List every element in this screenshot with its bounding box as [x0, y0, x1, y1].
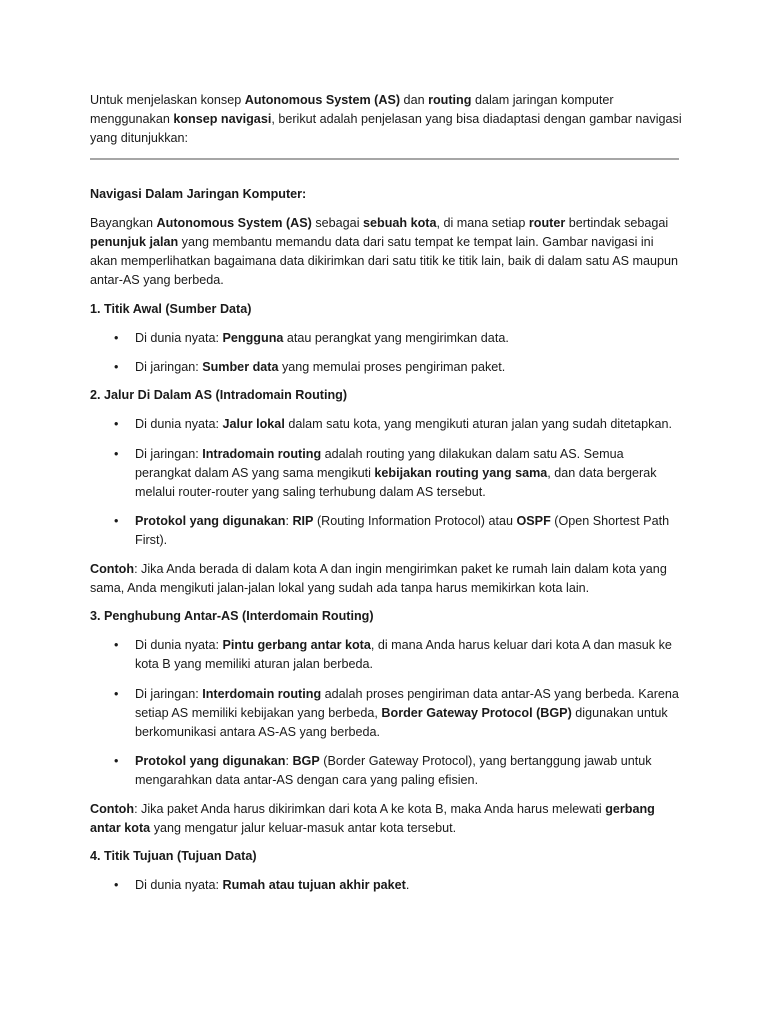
intro-paragraph: [90, 91, 682, 149]
list-item: [90, 876, 682, 895]
item-bold: Border Gateway Protocol (BGP): [381, 705, 572, 720]
example-text: : Jika paket Anda harus dikirimkan dari kota A ke kota B, maka Anda harus melewati: [134, 801, 606, 816]
bullet-icon: •: [114, 446, 119, 461]
example-paragraph-2: [90, 560, 682, 598]
item-bold: Protokol yang digunakan: [135, 754, 286, 769]
item-text: Di dunia nyata:: [135, 330, 223, 345]
item-text: adalah routing yang dilakukan dalam satu AS. Semua perangkat dalam AS yang sama mengikuti: [135, 446, 624, 480]
bullet-list-1: [90, 329, 682, 377]
intro-text: , berikut adalah penjelasan yang bisa diadaptasi dengan gambar navigasi yang ditunjukkan:: [90, 112, 682, 146]
section-heading-4: 4. Titik Tujuan (Tujuan Data): [90, 849, 257, 864]
example-text: : Jika Anda berada di dalam kota A dan ingin mengirimkan paket ke rumah lain dalam kota yang sama, Anda mengikuti jalan-jalan lokal yang sudah ada tanpa harus memikirkan kota lain.: [90, 561, 667, 595]
item-text: Di dunia nyata:: [135, 878, 223, 893]
item-text: Di dunia nyata:: [135, 417, 223, 432]
item-text: atau perangkat yang mengirimkan data.: [283, 330, 509, 345]
bullet-icon: •: [114, 417, 119, 432]
overview-bold: router: [528, 215, 566, 230]
overview-text: bertindak sebagai: [565, 215, 669, 230]
item-text: yang memulai proses pengiriman paket.: [278, 360, 506, 375]
intro-text: dalam jaringan komputer menggunakan: [90, 93, 614, 127]
item-text: (Border Gateway Protocol), yang bertanggung jawab untuk mengarahkan data antar-AS dengan cara yang paling efisien.: [135, 754, 652, 788]
item-bold: RIP: [292, 514, 314, 529]
item-text: .: [405, 878, 410, 893]
item-text: dalam satu kota, yang mengikuti aturan jalan yang sudah ditetapkan.: [284, 417, 672, 432]
item-text: :: [285, 514, 293, 529]
section-heading-2: 2. Jalur Di Dalam AS (Intradomain Routing): [90, 388, 348, 403]
item-text: , dan data bergerak melalui router-router yang saling terhubung dalam AS tersebut.: [135, 465, 657, 500]
overview-bold: Autonomous System (AS): [156, 215, 312, 230]
bullet-icon: •: [114, 686, 119, 701]
overview-text: Bayangkan: [90, 215, 157, 230]
item-bold: Jalur lokal: [222, 417, 285, 432]
list-item: [90, 415, 682, 434]
overview-bold: sebuah kota: [363, 215, 437, 230]
section-heading-1: 1. Titik Awal (Sumber Data): [90, 301, 252, 316]
bullet-icon: •: [114, 754, 119, 769]
item-bold: kebijakan routing yang sama: [374, 465, 548, 480]
horizontal-divider: [90, 158, 679, 160]
bullet-icon: •: [114, 330, 119, 345]
intro-bold: konsep navigasi: [173, 112, 272, 127]
example-label: Contoh: [90, 801, 135, 816]
bullet-icon: •: [114, 514, 119, 529]
list-item: [90, 445, 682, 503]
item-text: , di mana Anda harus keluar dari kota A dan masuk ke kota B yang memiliki aturan jalan berbeda.: [135, 638, 672, 672]
overview-text: , di mana setiap: [436, 215, 529, 230]
list-item: [90, 636, 682, 674]
section-title: Navigasi Dalam Jaringan Komputer:: [90, 186, 307, 201]
item-bold: Rumah atau tujuan akhir paket: [222, 878, 406, 893]
section-heading-3: 3. Penghubung Antar-AS (Interdomain Routing): [90, 609, 374, 624]
bullet-icon: •: [114, 638, 119, 653]
overview-bold: penunjuk jalan: [90, 235, 179, 250]
item-text: Di jaringan:: [135, 686, 203, 701]
bullet-list-3: [90, 636, 682, 790]
item-bold: Intradomain routing: [202, 446, 322, 461]
item-bold: BGP: [292, 754, 320, 769]
item-bold: Interdomain routing: [202, 686, 322, 701]
list-item: [90, 329, 682, 348]
item-bold: OSPF: [516, 514, 551, 529]
intro-bold: Autonomous System (AS): [244, 93, 401, 107]
intro-text: Untuk menjelaskan konsep: [90, 93, 245, 107]
bullet-list-4: [90, 876, 682, 895]
item-bold: Sumber data: [202, 360, 279, 375]
item-text: digunakan untuk berkomunikasi antara AS-AS yang berbeda.: [135, 705, 668, 740]
item-bold: Protokol yang digunakan: [135, 514, 286, 529]
item-text: :: [285, 754, 293, 769]
document-body: [90, 91, 682, 905]
item-text: Di jaringan:: [135, 446, 203, 461]
bullet-list-2: [90, 415, 682, 550]
item-bold: Pintu gerbang antar kota: [222, 638, 371, 653]
overview-text: yang membantu memandu data dari satu tempat ke tempat lain. Gambar navigasi ini akan memperlihatkan bagaimana data dikirimkan dari satu titik ke titik lain, baik di dalam satu AS maupun antar-AS yang berbeda.: [90, 235, 679, 288]
list-item: [90, 685, 682, 743]
item-text: Di dunia nyata:: [135, 638, 223, 653]
item-bold: Pengguna: [222, 330, 284, 345]
overview-text: sebagai: [311, 215, 363, 230]
example-bold: gerbang antar kota: [90, 801, 655, 835]
example-paragraph-3: [90, 800, 682, 838]
list-item: [90, 512, 682, 550]
intro-bold: routing: [428, 93, 472, 107]
overview-paragraph: [90, 214, 682, 291]
bullet-icon: •: [114, 878, 119, 893]
intro-text: dan: [400, 93, 429, 107]
example-text: yang mengatur jalur keluar-masuk antar kota tersebut.: [150, 820, 457, 835]
item-text: (Open Shortest Path First).: [135, 514, 670, 548]
list-item: [90, 358, 682, 377]
list-item: [90, 752, 682, 790]
example-label: Contoh: [90, 561, 135, 576]
item-text: Di jaringan:: [135, 360, 203, 375]
item-text: (Routing Information Protocol) atau: [313, 514, 517, 529]
bullet-icon: •: [114, 360, 119, 375]
item-text: adalah proses pengiriman data antar-AS yang berbeda. Karena setiap AS memiliki kebijakan yang berbeda,: [135, 686, 679, 720]
